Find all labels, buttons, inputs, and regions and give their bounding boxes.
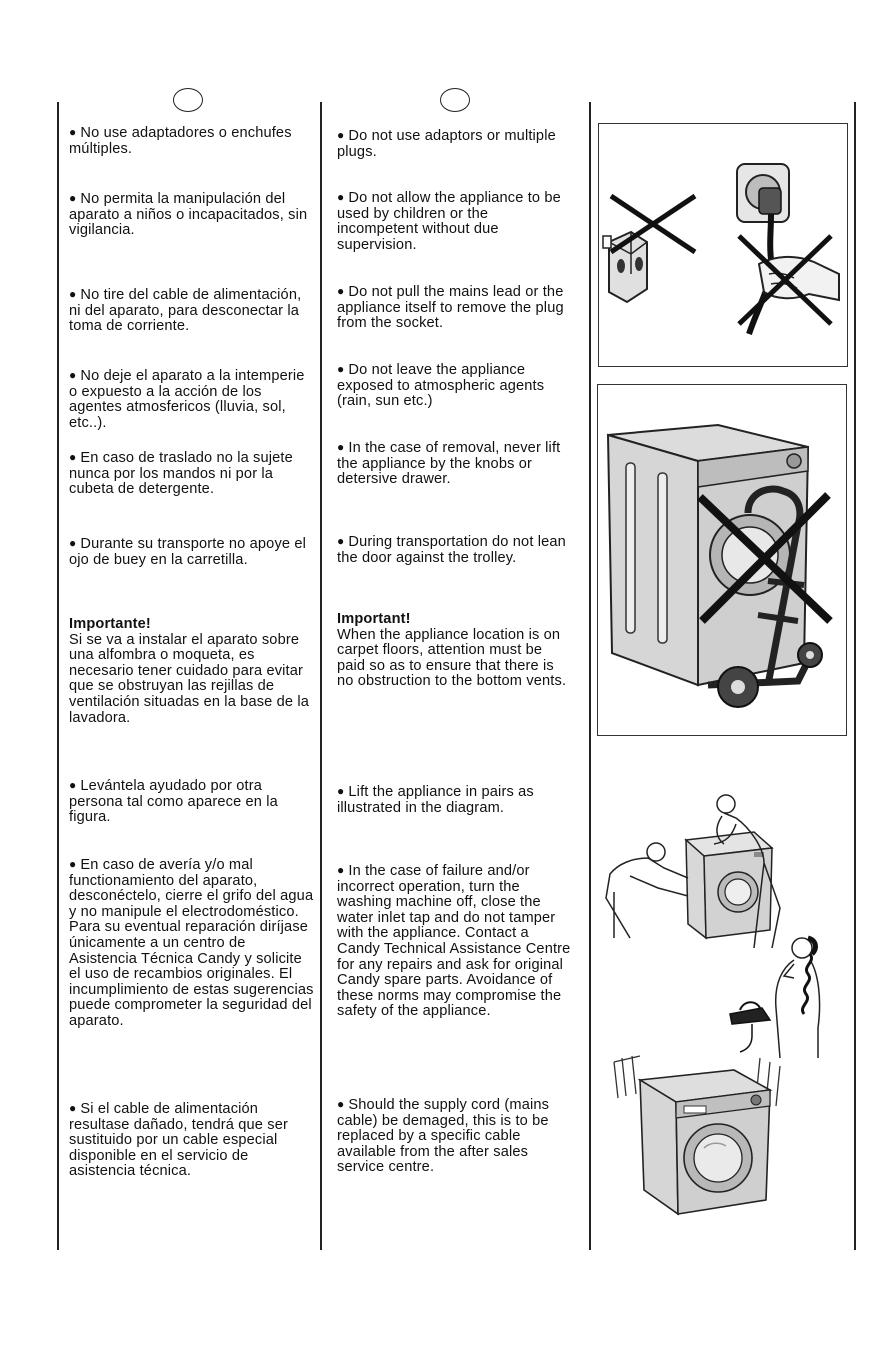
en-children: ● Do not allow the appliance to be used by children or the incompetent without due supervision.: [337, 191, 571, 253]
language-badge-es: [173, 88, 203, 112]
en-lift: ● Lift the appliance in pairs as illustrated in the diagram.: [337, 785, 571, 816]
es-important: [69, 617, 315, 726]
es-trolley: ● Durante su transporte no apoye el ojo de buey en la carretilla.: [69, 537, 315, 568]
es-adaptors: ● No use adaptadores o enchufes múltiples.: [69, 126, 315, 157]
en-supply-cord: ● Should the supply cord (mains cable) be demaged, this is to be replaced by a specific cable available from the after sales service centre.: [337, 1098, 571, 1176]
en-pull-cable: ● Do not pull the mains lead or the appliance itself to remove the plug from the socket.: [337, 285, 571, 332]
es-pull-cable: ● No tire del cable de alimentación, ni del aparato, para desconectar la toma de corriente.: [69, 288, 315, 335]
en-adaptors: ● Do not use adaptors or multiple plugs.: [337, 129, 571, 160]
language-badge-en: [440, 88, 470, 112]
es-weather: ● No deje el aparato a la intemperie o expuesto a la acción de los agentes atmosfericos (lluvia, sol, etc..).: [69, 369, 315, 431]
column-rule-right: [589, 102, 591, 1250]
plug-adaptor-crossed-icon: [599, 124, 847, 366]
washing-machine-icon: [610, 1050, 790, 1220]
column-rule-far-right: [854, 102, 856, 1250]
trolley-crossed-icon: [598, 385, 846, 735]
plug-adaptor-frame: [598, 123, 848, 367]
es-children: ● No permita la manipulación del aparato a niños o incapacitados, sin vigilancia.: [69, 192, 315, 239]
es-lift: ● Levántela ayudado por otra persona tal como aparece en la figura.: [69, 779, 315, 826]
column-rule-middle: [320, 102, 322, 1250]
en-important: [337, 612, 571, 690]
en-knobs: ● In the case of removal, never lift the appliance by the knobs or detersive drawer.: [337, 441, 571, 488]
column-rule-left: [57, 102, 59, 1250]
es-failure: ● En caso de avería y/o mal functionamiento del aparato, desconéctelo, cierre el grifo del agua y no manipule el electrodoméstico. Para su eventual reparación diríjase únicamente a un centro de Asistencia Técnica Candy y solicite el uso de recambios originales. El incumplimiento de estas sugerencias puede comprometer la seguridad del aparato.: [69, 858, 315, 1030]
es-supply-cord: ● Si el cable de alimentación resultase dañado, tendrá que ser sustituido por un cable especial disponible en el servicio de asistencia técnica.: [69, 1102, 315, 1180]
en-important-title: Important!: [337, 611, 411, 627]
en-failure: ● In the case of failure and/or incorrect operation, turn the washing machine off, close the water inlet tap and do not tamper with the appliance. Contact a Candy Technical Assistance Centre for any repairs and ask for original Candy spare parts. Avoidance of these norms may compromise the safety of the appliance.: [337, 864, 571, 1020]
two-person-lift-icon: [604, 788, 784, 948]
es-important-body: Si se va a instalar el aparato sobre una alfombra o moqueta, es necesario tener cuidado para evitar que se obstruyan las rejillas de ventilación situadas en la base de la lavadora.: [69, 631, 310, 726]
two-person-lift-illustration: [604, 788, 784, 948]
en-weather: ● Do not leave the appliance exposed to atmospheric agents (rain, sun etc.): [337, 363, 571, 410]
en-important-body: When the appliance location is on carpet floors, attention must be paid so as to ensure that there is no obstruction to the bottom vents.: [337, 626, 567, 690]
trolley-frame: [597, 384, 847, 736]
en-trolley: ● During transportation do not lean the door against the trolley.: [337, 535, 571, 566]
es-knobs: ● En caso de traslado no la sujete nunca por los mandos ni por la cubeta de detergente.: [69, 451, 315, 498]
technician-illustration: [722, 928, 846, 1058]
technician-phone-icon: [722, 928, 846, 1058]
es-important-title: Importante!: [69, 616, 151, 632]
washing-machine-illustration: [610, 1050, 790, 1220]
